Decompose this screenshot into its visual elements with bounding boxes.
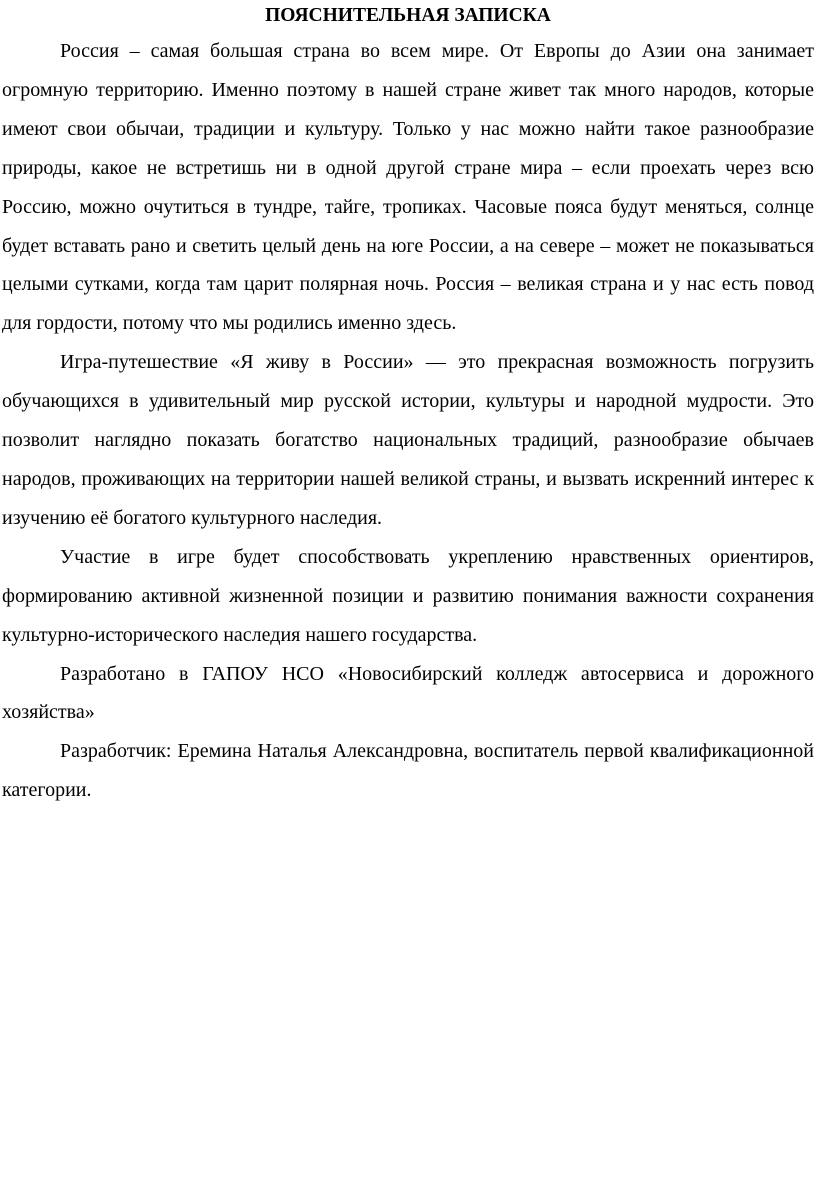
paragraph-russia-intro: Россия – самая большая страна во всем мире. От Европы до Азии она занимает огромную территорию. Именно поэтому в нашей стране живет так много народов, которые имеют свои обычаи, традиции и культуру. Только у нас можно найти такое разнообразие природы, какое не встретишь ни в одной другой стране мира – если проехать через всю Россию, можно очутиться в тундре, тайге, тропиках. Часовые пояса будут меняться, солнце будет вставать рано и светить целый день на юге России, а на севере – может не показываться целыми сутками, когда там царит полярная ночь. Россия – великая страна и у нас есть повод для гордости, потому что мы родились именно здесь. (2, 40, 814, 335)
paragraph-game-description: Игра-путешествие «Я живу в России» — это прекрасная возможность погрузить обучающихся в удивительный мир русской истории, культуры и народной мудрости. Это позволит наглядно показать богатство национальных традиций, разнообразие обычаев народов, проживающих на территории нашей великой страны, и вызвать искренний интерес к изучению её богатого культурного наследия. (2, 351, 814, 529)
paragraph-developed-by: Разработано в ГАПОУ НСО «Новосибирский колледж автосервиса и дорожного хозяйства» (2, 662, 814, 724)
paragraph-game-goals: Участие в игре будет способствовать укреплению нравственных ориентиров, формированию активной жизненной позиции и развитию понимания важности сохранения культурно-исторического наследия нашего государства. (2, 545, 814, 646)
paragraph-developer: Разработчик: Еремина Наталья Александровна, воспитатель первой квалификационной категории. (2, 740, 814, 802)
document-title: ПОЯСНИТЕЛЬНАЯ ЗАПИСКА (265, 5, 551, 26)
document-body (2, 32, 814, 810)
